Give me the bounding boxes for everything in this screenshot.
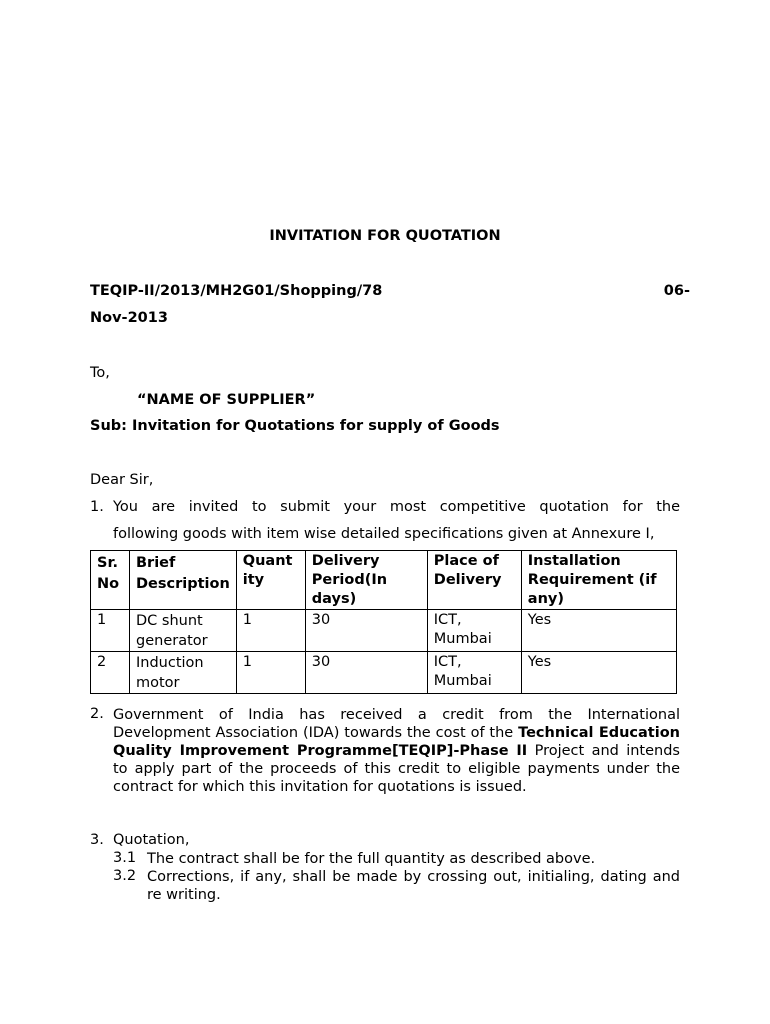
header-installation-requirement: Installation Requirement (if any) <box>521 551 676 610</box>
cell-quantity: 1 <box>236 610 305 652</box>
cell-description: DC shunt generator <box>130 610 237 652</box>
para2-text-before: Government of India has received a credit from the International Development Association (IDA) towards the cost of the <box>113 707 680 741</box>
reference-number: TEQIP-II/2013/MH2G01/Shopping/78 <box>90 283 383 299</box>
header-quantity: Quant ity <box>236 551 305 610</box>
table-header-row <box>91 551 677 610</box>
item-3-1-text: The contract shall be for the full quantity as described above. <box>147 851 596 867</box>
para2-number: 2. <box>90 706 104 722</box>
cell-installation: Yes <box>521 652 676 694</box>
header-place-of-delivery: Place of Delivery <box>427 551 521 610</box>
cell-sr-no: 2 <box>91 652 130 694</box>
para1-line1: You are invited to submit your most competitive quotation for the <box>113 499 680 515</box>
cell-place: ICT, Mumbai <box>427 610 521 652</box>
subject-line: Sub: Invitation for Quotations for supply of Goods <box>90 418 500 434</box>
supplier-name: “NAME OF SUPPLIER” <box>137 392 316 408</box>
para3-heading: Quotation, <box>113 832 190 848</box>
cell-place: ICT, Mumbai <box>427 652 521 694</box>
table-row <box>91 652 677 694</box>
header-sr-no: Sr. No <box>91 551 130 610</box>
document-title: INVITATION FOR QUOTATION <box>269 228 501 244</box>
addressee-label: To, <box>90 365 110 381</box>
para1-line2: following goods with item wise detailed specifications given at Annexure I, <box>113 526 655 542</box>
cell-description: Induction motor <box>130 652 237 694</box>
cell-delivery-period: 30 <box>305 652 427 694</box>
programme-name: Technical Education Quality Improvement Programme[TEQIP]-Phase II <box>113 725 680 759</box>
cell-sr-no: 1 <box>91 610 130 652</box>
para2-text-after: Project and intends to apply part of the proceeds of this credit to eligible payments under the contract for which this invitation for quotations is issued. <box>113 743 680 795</box>
table-row <box>91 610 677 652</box>
item-3-1-number: 3.1 <box>113 850 137 866</box>
salutation: Dear Sir, <box>90 472 154 488</box>
header-delivery-period: Delivery Period(In days) <box>305 551 427 610</box>
goods-table <box>90 550 677 694</box>
header-brief-description: Brief Description <box>130 551 237 610</box>
cell-quantity: 1 <box>236 652 305 694</box>
para3-number: 3. <box>90 832 104 848</box>
item-3-2-text: Corrections, if any, shall be made by crossing out, initialing, dating and re writing. <box>147 869 680 903</box>
date-part-1: 06- <box>663 283 690 299</box>
para1-number: 1. <box>90 499 104 515</box>
cell-installation: Yes <box>521 610 676 652</box>
item-3-2-number: 3.2 <box>113 868 137 884</box>
date-part-2: Nov-2013 <box>90 310 168 326</box>
para2-text <box>113 706 680 796</box>
cell-delivery-period: 30 <box>305 610 427 652</box>
